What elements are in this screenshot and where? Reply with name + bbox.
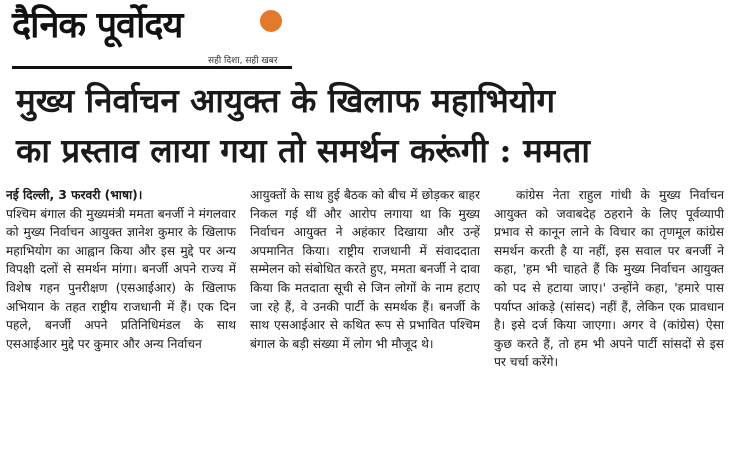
masthead-divider bbox=[12, 66, 292, 69]
sun-logo-icon bbox=[260, 10, 282, 32]
article-headline bbox=[16, 76, 716, 176]
article-column-2 bbox=[250, 186, 480, 456]
masthead bbox=[12, 4, 292, 74]
article-column-2-text: आयुक्तों के साथ हुई बैठक को बीच में छोड़कर बाहर निकल गई थीं और आरोप लगाया था कि मुख्य निर्वाचन आयुक्त ने अहंकार दिखाया और उन्हें अपमानित किया। राष्ट्रीय राजधानी में संवाददाता सम्मेलन को संबोधित करते हुए, ममता बनर्जी ने दावा किया कि मतदाता सूची से जिन लोगों के नाम हटाए जा रहे हैं, वे उनकी पार्टी के समर्थक हैं। बनर्जी के साथ एसआईआर से कथित रूप से प्रभावित पश्चिम बंगाल के बड़ी संख्या में लोग भी मौजूद थे। bbox=[250, 188, 480, 351]
headline-line-2: का प्रस्ताव लाया गया तो समर्थन करूंगी : ममता bbox=[16, 131, 590, 170]
article-column-1-text: पश्चिम बंगाल की मुख्यमंत्री ममता बनर्जी ने मंगलवार को मुख्य निर्वाचन आयुक्त ज्ञानेश कुमार के खिलाफ महाभियोग का आह्वान किया और इस मुद्दे पर अन्य विपक्षी दलों से समर्थन मांगा। बनर्जी अपने राज्य में विशेष गहन पुनरीक्षण (एसआईआर) के खिलाफ अभियान के तहत राष्ट्रीय राजधानी में हैं। एक दिन पहले, बनर्जी अपने प्रतिनिधिमंडल के साथ एसआईआर मुद्दे पर कुमार और अन्य निर्वाचन bbox=[6, 206, 236, 351]
newspaper-tagline: सही दिशा, सही खबर bbox=[208, 56, 278, 66]
article-dateline: नई दिल्ली, 3 फरवरी (भाषा)। bbox=[6, 188, 143, 202]
newspaper-title: दैनिक पूर्वोदय bbox=[12, 5, 183, 46]
article-body bbox=[6, 186, 724, 456]
article-column-1 bbox=[6, 186, 236, 456]
article-column-3 bbox=[494, 186, 724, 456]
headline-line-1: मुख्य निर्वाचन आयुक्त के खिलाफ महाभियोग bbox=[16, 81, 556, 120]
article-column-3-text: कांग्रेस नेता राहुल गांधी के मुख्य निर्वाचन आयुक्त को जवाबदेह ठहराने के लिए पूर्वव्यापी प्रभाव से कानून लाने के विचार का तृणमूल कांग्रेस समर्थन करती है या नहीं, इस सवाल पर बनर्जी ने कहा, 'हम भी चाहते हैं कि मुख्य निर्वाचन आयुक्त को पद से हटाया जाए।' उन्होंने कहा, 'हमारे पास पर्याप्त आंकड़े (सांसद) नहीं हैं, लेकिन एक प्रावधान है। इसे दर्ज किया जाएगा। अगर वे (कांग्रेस) ऐसा कुछ करते हैं, तो हम भी अपने पार्टी सांसदों से इस पर चर्चा करेंगे। bbox=[494, 188, 724, 370]
